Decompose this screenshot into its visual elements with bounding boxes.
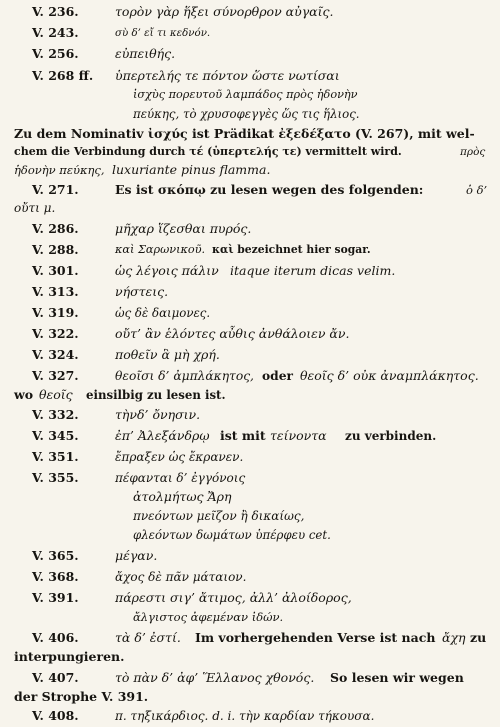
greek-text: τὴνδ’ ὄνησιν. [115, 407, 201, 422]
greek-text: οὔτ’ ἂν ἑλόντες αὖθις ἀνθάλοιεν ἄν. [115, 326, 350, 341]
text-line-v271 [0, 180, 500, 200]
verse-number: V. 256. [32, 46, 79, 61]
text-line-v368 [0, 567, 500, 587]
text-line-v236 [0, 2, 500, 22]
text-line-v345 [0, 426, 500, 446]
text-line-v355c [0, 506, 500, 526]
text-line-v301 [0, 261, 500, 281]
verse-number: V. 268 ff. [32, 68, 94, 83]
greek-text: νήστεις. [115, 284, 169, 299]
verse-number: V. 391. [32, 590, 79, 605]
text-line-v406 [0, 628, 500, 648]
text-line-v355b [0, 487, 500, 507]
greek-text: μῆχαρ ἵζεσθαι πυρός. [115, 221, 252, 236]
verse-number: V. 319. [32, 305, 79, 320]
greek-text: τείνοντα [270, 428, 327, 443]
text-line-v271b [0, 198, 500, 218]
greek-text: ἐπ’ Ἀλεξάνδρῳ [115, 428, 210, 443]
verse-number: V. 332. [32, 407, 79, 422]
verse-number: V. 351. [32, 449, 79, 464]
greek-text: οὔτι μ. [14, 201, 56, 215]
greek-text: ἔπραξεν ὡς ἔκρανεν. [115, 450, 244, 464]
latin-gloss: luxuriante pinus flamma. [112, 162, 271, 177]
greek-text: τορὸν γὰρ ἥξει σύνορθρον αὐγαῖς. [115, 4, 334, 19]
text-line-v391 [0, 588, 500, 608]
verse-number: V. 313. [32, 284, 79, 299]
text-line-v408 [0, 706, 500, 726]
text-line-p1a [0, 124, 500, 144]
verse-number: V. 327. [32, 368, 79, 383]
greek-text: πνεόντων μεῖζον ἢ δικαίως, [133, 509, 305, 523]
verse-number: V. 406. [32, 630, 79, 645]
text-line-v407 [0, 668, 500, 688]
text-line-v256 [0, 44, 500, 64]
commentary-text: zu verbinden. [345, 429, 437, 443]
verse-number: V. 286. [32, 221, 79, 236]
greek-text: ἰσχὺς πορευτοῦ λαμπάδος πρὸς ἡδονὴν [133, 88, 358, 101]
text-line-v406b [0, 647, 500, 667]
greek-text: π. τηξικάρδιος. d. i. τὴν καρδίαν τήκουσα. [115, 709, 375, 723]
greek-text: μέγαν. [115, 548, 158, 563]
verse-number: V. 355. [32, 470, 79, 485]
greek-text: ἡδονὴν πεύκης, [14, 163, 105, 177]
greek-text: πέφανται δ’ ἐγγόνοις [115, 471, 246, 485]
commentary-text: Es ist σκόπῳ zu lesen wegen des folgenden: [115, 182, 424, 197]
greek-text: πρὸς [460, 146, 486, 158]
commentary-text: chem die Verbindung durch τέ (ὑπερτελής τε) vermittelt wird. [14, 145, 402, 158]
greek-text: εὐπειθής. [115, 46, 176, 61]
greek-text: πάρεστι σιγ’ ἄτιμος, ἀλλ’ ἀλοίδορος, [115, 590, 352, 605]
latin-gloss: itaque iterum dicas velim. [230, 263, 396, 278]
greek-text: ἄχος δὲ πᾶν μάταιον. [115, 570, 247, 584]
greek-text: ὡς δὲ δαιμονες. [115, 306, 211, 320]
commentary-text: Zu dem Nominativ ἰσχύς ist Prädikat ἐξεδέξατο (V. 267), mit wel- [14, 126, 475, 141]
verse-number: V. 365. [32, 548, 79, 563]
verse-number: V. 301. [32, 263, 79, 278]
text-line-v365 [0, 546, 500, 566]
commentary-text: zu [470, 630, 487, 645]
greek-text: ποθεῖν ἃ μὴ χρή. [115, 347, 220, 362]
greek-text: σὺ δ’ εἴ τι κεδνόν. [115, 27, 211, 39]
verse-number: V. 345. [32, 428, 79, 443]
text-line-v351 [0, 447, 500, 467]
greek-text: ἄχη [442, 630, 466, 645]
verse-number: V. 407. [32, 670, 79, 685]
text-line-v327 [0, 366, 500, 386]
verse-number: V. 324. [32, 347, 79, 362]
text-line-v268b [0, 85, 500, 105]
greek-text: ὡς λέγοις πάλιν [115, 263, 219, 278]
commentary-text: der Strophe V. 391. [14, 689, 149, 704]
verse-number: V. 322. [32, 326, 79, 341]
text-line-v407b [0, 687, 500, 707]
verse-number: V. 236. [32, 4, 79, 19]
text-line-v268 [0, 66, 500, 86]
greek-text: θεοῖς [39, 387, 73, 402]
text-line-p1b [0, 142, 500, 162]
text-line-v322 [0, 324, 500, 344]
text-line-v313 [0, 282, 500, 302]
commentary-text: interpungieren. [14, 649, 125, 664]
greek-text: ὑπερτελής τε πόντον ὥστε νωτίσαι [115, 68, 340, 83]
greek-text: θεοῖσι δ’ ἀμπλάκητος, [115, 369, 254, 383]
text-line-v286 [0, 219, 500, 239]
verse-number: V. 271. [32, 182, 79, 197]
verse-number: V. 243. [32, 25, 79, 40]
text-line-p1c [0, 160, 500, 180]
commentary-text: Im vorhergehenden Verse ist nach [195, 630, 436, 645]
commentary-text: ist mit [220, 428, 266, 443]
text-line-v319 [0, 303, 500, 323]
commentary-text: oder [262, 368, 293, 383]
text-line-v243 [0, 23, 500, 43]
greek-text: ὁ δ’ [466, 183, 488, 197]
verse-number: V. 288. [32, 242, 79, 257]
greek-text: ἀτολμήτως Ἄρη [133, 489, 232, 504]
commentary-text: einsilbig zu lesen ist. [86, 388, 226, 402]
greek-text: θεοῖς δ’ οὐκ ἀναμπλάκητος. [300, 368, 479, 383]
greek-text: ἄλγιστος ἀφεμέναν ἰδών. [133, 610, 284, 624]
commentary-text: So lesen wir wegen [330, 670, 464, 685]
verse-number: V. 368. [32, 569, 79, 584]
greek-text: καὶ Σαρωνικοῦ. [115, 243, 206, 256]
text-line-v268c [0, 104, 500, 124]
greek-text: πεύκης, τὸ χρυσοφεγγὲς ὥς τις ἥλιος. [133, 107, 360, 121]
greek-text: φλεόντων δωμάτων ὑπέρφευ cet. [133, 528, 331, 542]
text-line-v355 [0, 468, 500, 488]
greek-text: τὸ πὰν δ’ ἀφ’ Ἕλλανος χθονός. [115, 670, 315, 685]
text-line-v327b [0, 385, 500, 405]
greek-text: τὰ δ’ ἐστί. [115, 630, 181, 645]
text-line-v332 [0, 405, 500, 425]
commentary-text: wo [14, 387, 34, 402]
text-line-v391b [0, 607, 500, 627]
commentary-text: καὶ bezeichnet hier sogar. [212, 243, 371, 256]
text-line-v324 [0, 345, 500, 365]
text-line-v288 [0, 240, 500, 260]
verse-number: V. 408. [32, 708, 79, 723]
text-line-v355d [0, 525, 500, 545]
